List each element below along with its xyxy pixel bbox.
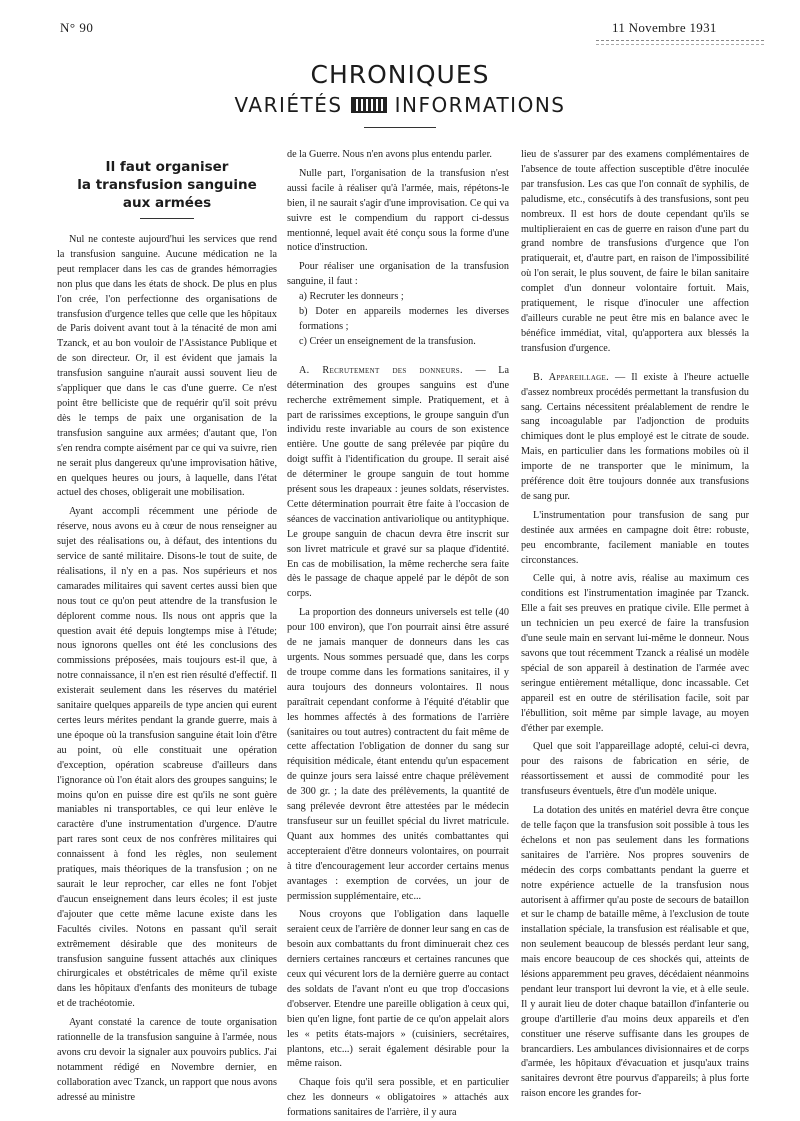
paragraph: Nul ne conteste aujourd'hui les services que rend la transfusion sanguine. Aucune médication ne la peut remplacer dans les cas de grandes hémorragies non plus que dans les états de shock. De plus en plus l'on crée, l'on perfectionne des organisations de transfusion d'urgence telles que celle que les hôpitaux de Paris doivent avant tout à la ténacité de mon ami Tzanck, et au bon vouloir de l'Assistance Publique et de son directeur. Or, il est évident que jamais la transfusion sanguine n'aurait aussi souvent lieu de s'appliquer que dans le cas d'une guerre. Ce n'est point être belliciste que de requérir qu'il soit prévu dès le temps de paix une organisation de la transfusion sanguine aux armées; d'autant que, l'on s'en rendra compte aisément par ce qui va suivre, rien ne serait plus dangereux qu'une improvisation hâtive, en quelques heures ou jours, à laquelle, dans l'état actuel des choses, obligerait une mobilisation. [57,234,277,499]
paragraph: lieu de s'assurer par des examens complémentaires de l'absence de toute affection susceptible d'être inoculée par transfusion. Les cas que l'on connaît de syphilis, de paludisme, etc., consécutifs à des transfusions, sont peu nombreux. Il est hors de doute cependant qu'ils se multiplieraient en cas de guerre en raison d'une part du grand nombre de transfusions d'urgence que l'on pratiquerait, et, d'autre part, en raison de l'impossibilité où l'on serait, le plus souvent, de faire le bilan sanitaire complet d'un donneur volontaire fortuit. Mais, pratiquement, le risque d'inoculer une affection d'ailleurs curable ne peut être mis en balance avec le bénéfice immédiat, vital, qu'apportera aux blessés la transfusion d'urgence. [521,149,749,354]
header-rule [596,40,764,45]
paragraph: de la Guerre. Nous n'en avons plus entendu parler. [287,149,492,160]
paragraph: Pour réaliser une organisation de la transfusion sanguine, il faut : [287,261,509,288]
paragraph: La proportion des donneurs universels est telle (40 pour 100 environ), que l'on pourrait ainsi être assuré de ne jamais manquer de donneurs dans les cas urgents. Nous sommes persuadé que, dans les corps de troupe comme dans les formations sanitaires, il y aura toujours des donneurs volontaires. Il nous paraîtrait cependant conforme à l'équité d'établir que les hommes affectés à des formations de l'arrière (sanitaires ou tout autres) contractent du fait même de cette affectation l'obligation de donner du sang sur réquisition médicale, étant entendu qu'un espacement de quinze jours sera laissé entre chaque prélèvement de 300 gr. ; la date des prélèvements, la quantité de sang prélevée devront être attestées par le médecin transfuseur sur un feuillet spécial du livret matricule. Quant aux hommes des unités combattantes qui accepteraient d'être donneurs volontaires, on pourrait à titre d'encouragement leur accorder certains menus avantages : exemption de corvées, un jour de permission supplémentaire, etc... [287,607,509,902]
section-a-heading: A. Recrutement des donneurs. [299,364,463,376]
article-title-line-2: la transfusion sanguine [77,177,257,193]
list-item: c) Créer un enseignement de la transfusion. [299,335,476,347]
list-item: a) Recruter les donneurs ; [299,291,404,303]
masthead-subtitle [0,93,800,117]
paragraph: Ayant constaté la carence de toute organisation rationnelle de la transfusion sanguine à l'armée, nous avons cru devoir la signaler aux pouvoirs publics. J'ai notamment rédigé en Novembre dernier, en collaboration avec Tzanck, un rapport que nous avons adressé au ministre [57,1017,277,1103]
list-item: b) Doter en appareils modernes les diverses formations ; [299,306,509,332]
paragraph: La dotation des unités en matériel devra être conçue de telle façon que la transfusion soit possible à tous les échelons et non pas seulement dans les formations sanitaires de l'arrière. Nos propres souvenirs de médecin des corps combattants pendant la guerre et notre expérience actuelle de la transfusion nous autorisent à affirmer qu'au poste de secours de bataillon et sur le champ de bataille même, à l'exclusion de toute installation spéciale, la transfusion est réalisable et que, non seulement beaucoup de blessés perdant leur sang, mais encore beaucoup de ces shockés qui, atteints de lésions apparemment peu graves, décédaient néanmoins pendant leur transport lui devront la vie, et à elle seule. Il y aurait lieu de doter chaque bataillon d'infanterie ou groupe d'artillerie d'au moins deux appareils et d'en constituer une réserve suffisante dans les groupes de brancardiers. Les ambulances divisionnaires et de corps d'armée, les hôpitaux d'évacuation et jusqu'aux trains sanitaires devront être pourvus d'appareils; à plus forte raison encore les grandes for- [521,805,750,1100]
ornament-icon [351,97,387,113]
column-1 [57,148,277,1106]
article-title [57,158,277,212]
paragraph: Celle qui, à notre avis, réalise au maximum ces conditions est l'instrumentation imaginée par Tzanck. Elle a fait ses preuves en pratique civile. Elle permet à un technicien un peu exercé de faire la transfusion d'une seule main en servant lui-même le donneur. Nous savons que tout récemment Tzanck a réalisé un modèle spécial de son appareil à destination de l'armée avec seringue entièrement métallique, donc incassable. Cet appareil est en outre de stérilisation facile, soit par l'ébullition, soit même par simple lavage, au moyen d'éther par exemple. [521,573,749,734]
article-title-rule [140,218,194,219]
section-a-paragraph [287,364,509,603]
section-b-heading: B. Appareillage. [533,371,609,383]
masthead-title: CHRONIQUES [310,60,490,89]
section-b-text: — Il existe à l'heure actuelle d'assez nombreux procédés permettant la transfusion du sang. Certains nécessitent préalablement de rendre le sang incoagulable par l'adjonction de produits chimiques dont le plus employé est le citrate de soude. Mais, en particulier dans les formations mobiles où il importe de ne transporter que le minimum, la préférence doit être toujours donnée aux transfusions de sang pur. [521,371,749,502]
column-2 [287,148,509,1121]
masthead-subtitle-right: INFORMATIONS [394,93,566,117]
paragraph: Chaque fois qu'il sera possible, et en particulier chez les donneurs « obligatoires » attachés aux formations sanitaires de l'arrière, il y aura [287,1077,509,1119]
article-title-line-3: aux armées [122,195,212,211]
section-a-text: — La détermination des groupes sanguins est d'une recherche extrêmement simple. Pratiquement, et à part de rarissimes exceptions, le groupe sanguin d'un individu reste invariable au cours de son existence entière. Une goutte de sang prélevée par piqûre du doigt suffit à l'identification du groupe. Il serait aisé de déterminer le groupe sanguin de tout homme présent sous les drapeaux : jeunes soldats, réservistes. Cette détermination pourrait être faite à l'occasion de séances de vaccination antivariolique ou antityphique. Le groupe sanguin de chacun devra être inscrit sur son livret matricule et gravé sur sa plaque d'identité. En cas de mobilisation, la même recherche sera faite dès le passage de chaque appelé par le dépôt de son corps. [287,364,509,600]
masthead-subtitle-left: VARIÉTÉS [234,93,343,117]
article-title-line-1: Il faut organiser [105,159,229,175]
section-b-paragraph [521,371,749,505]
masthead-rule [364,127,436,128]
paragraph: Quel que soit l'appareillage adopté, celui-ci devra, pour des raisons de fabrication en série, de réassortissement et aussi de commodité pour les transfuseurs éventuels, être d'un modèle unique. [521,741,749,798]
paragraph: Nulle part, l'organisation de la transfusion n'est aussi facile à réaliser qu'à l'armée, mais, répétons-le bien, il ne saurait s'agir d'une improvisation. Ce qui va suivre est le compendium du rapport ci-dessus mentionné, lequel avait été conçu sous la forme d'une notice d'instruction. [287,167,509,254]
paragraph: Ayant accompli récemment une période de réserve, nous avons eu à cœur de nous renseigner au sujet des réalisations ou, à défaut, des intentions du service de santé militaire. Disons-le tout de suite, de réalisations, il n'y en a pas. Nos supérieurs et nos camarades militaires qui savent certes aussi bien que nous tout ce qu'on peut attendre de la transfusion le déplorent comme nous. Ils nous ont appris que la question avait été depuis longtemps mise à l'étude; nous ignorons quelles ont été les conclusions des commissions préposées, mais toujours est-il que, à notre connaissance, il n'en est rien résulté d'effectif. Il existerait seulement dans les réserves du matériel sanitaire quelques appareils de type ancien qui eurent certes leurs mérites pendant la grande guerre, mais à une époque où la transfusion sanguine était loin d'être au point, où elle constituait une opération d'exception, opération scabreuse d'ailleurs dans l'ignorance où l'on était alors des groupes sanguins; le moins qu'on en puisse dire est qu'ils ne sont guère maniables ni transportables, ce qui leur enlève le caractère d'une instrumentation d'urgence. D'autre part rares sont ceux de nos confrères militaires qui connaissent à fond les règles, non seulement pratiques, mais théoriques de la transfusion ; on ne saurait le leur reprocher, car elles ne font l'objet d'aucun enseignement dans leurs écoles; il est juste d'ajouter que cette même lacune existe dans les Facultés civiles. Notons en passant qu'il serait extrêmement désirable que des moniteurs de transfusion sanguine fussent attachés aux cliniques chirurgicales et obstétricales de même qu'il existe dans les hôpitaux d'enfants des moniteurs de tubage et de trachéotomie. [57,506,277,1010]
issue-date: 11 Novembre 1931 [612,20,717,35]
column-3 [521,148,749,1102]
paragraph: Nous croyons que l'obligation dans laquelle seraient ceux de l'arrière de donner leur sang en cas de besoin aux combattants du front diminuerait chez ces derniers certaines rancœurs et certaines rancunes que ceux qui vécurent lors de la dernière guerre au contact des soldats de l'avant n'ont eu que trop d'occasions d'observer. Etendre une pareille obligation à ceux qui, bien qu'en ligne, font partie de ce qu'on appelait alors les « petits états-majors » (cuisiniers, secrétaires, plantons, etc...) serait également désirable pour la même raison. [287,909,509,1070]
paragraph: L'instrumentation pour transfusion de sang pur destinée aux armées en campagne doit être: robuste, peu encombrante, facilement maniable en toutes circonstances. [521,509,749,566]
issue-number: N° 90 [60,20,94,35]
